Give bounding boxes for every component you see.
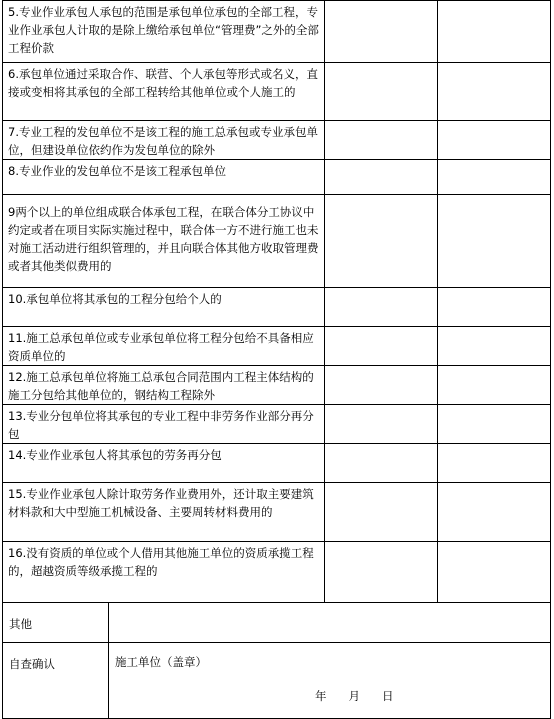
item-text: 14.专业作业承包人将其承包的劳务再分包 xyxy=(3,444,325,483)
table-row xyxy=(3,327,551,366)
date-line xyxy=(315,687,394,705)
other-label: 其他 xyxy=(3,603,109,643)
other-row xyxy=(3,603,551,643)
year-label: 年 xyxy=(315,689,327,703)
other-input-cell[interactable] xyxy=(109,603,551,643)
table-row xyxy=(3,121,551,160)
signature-cell[interactable] xyxy=(109,643,551,719)
table-row xyxy=(3,1,551,63)
table-row xyxy=(3,444,551,483)
remark-cell[interactable] xyxy=(438,1,551,63)
item-text: 10.承包单位将其承包的工程分包给个人的 xyxy=(3,288,325,327)
item-text: 13.专业分包单位将其承包的专业工程中非劳务作业部分再分包 xyxy=(3,405,325,444)
remark-cell[interactable] xyxy=(438,121,551,160)
table-row xyxy=(3,366,551,405)
remark-cell[interactable] xyxy=(438,483,551,542)
remark-cell[interactable] xyxy=(438,327,551,366)
result-cell[interactable] xyxy=(325,542,438,603)
result-cell[interactable] xyxy=(325,483,438,542)
result-cell[interactable] xyxy=(325,121,438,160)
table-row xyxy=(3,483,551,542)
result-cell[interactable] xyxy=(325,288,438,327)
item-text: 12.施工总承包单位将施工总承包合同范围内工程主体结构的施工分包给其他单位的，钢结构工程除外 xyxy=(3,366,325,405)
item-text: 6.承包单位通过采取合作、联营、个人承包等形式或名义，直接或变相将其承包的全部工程转给其他单位或个人施工的 xyxy=(3,63,325,121)
remark-cell[interactable] xyxy=(438,195,551,288)
result-cell[interactable] xyxy=(325,1,438,63)
item-text: 9两个以上的单位组成联合体承包工程，在联合体分工协议中约定或者在项目实际实施过程中，联合体一方不进行施工也未对施工活动进行组织管理的，并且向联合体其他方收取管理费或者其他类似费用的 xyxy=(3,195,325,288)
table-row xyxy=(3,63,551,121)
remark-cell[interactable] xyxy=(438,160,551,195)
result-cell[interactable] xyxy=(325,366,438,405)
result-cell[interactable] xyxy=(325,405,438,444)
table-row xyxy=(3,160,551,195)
month-label: 月 xyxy=(348,689,360,703)
result-cell[interactable] xyxy=(325,63,438,121)
result-cell[interactable] xyxy=(325,195,438,288)
item-text: 8.专业作业的发包单位不是该工程承包单位 xyxy=(3,160,325,195)
result-cell[interactable] xyxy=(325,327,438,366)
remark-cell[interactable] xyxy=(438,444,551,483)
result-cell[interactable] xyxy=(325,160,438,195)
remark-cell[interactable] xyxy=(438,63,551,121)
remark-cell[interactable] xyxy=(438,405,551,444)
item-text: 5.专业作业承包人承包的范围是承包单位承包的全部工程，专业作业承包人计取的是除上缴给承包单位“管理费”之外的全部工程价款 xyxy=(3,1,325,63)
table-row xyxy=(3,542,551,603)
table-row xyxy=(3,405,551,444)
table-row xyxy=(3,195,551,288)
table-row xyxy=(3,288,551,327)
construction-unit-seal-label: 施工单位（盖章） xyxy=(115,655,207,669)
remark-cell[interactable] xyxy=(438,288,551,327)
checklist-table xyxy=(2,0,551,719)
result-cell[interactable] xyxy=(325,444,438,483)
item-text: 11.施工总承包单位或专业承包单位将工程分包给不具备相应资质单位的 xyxy=(3,327,325,366)
self-check-row xyxy=(3,643,551,719)
item-text: 7.专业工程的发包单位不是该工程的施工总承包或专业承包单位，但建设单位依约作为发包单位的除外 xyxy=(3,121,325,160)
item-text: 15.专业作业承包人除计取劳务作业费用外，还计取主要建筑材料款和大中型施工机械设备、主要周转材料费用的 xyxy=(3,483,325,542)
item-text: 16.没有资质的单位或个人借用其他施工单位的资质承揽工程的，超越资质等级承揽工程的 xyxy=(3,542,325,603)
day-label: 日 xyxy=(382,689,394,703)
self-check-label: 自查确认 xyxy=(3,643,109,719)
remark-cell[interactable] xyxy=(438,542,551,603)
remark-cell[interactable] xyxy=(438,366,551,405)
